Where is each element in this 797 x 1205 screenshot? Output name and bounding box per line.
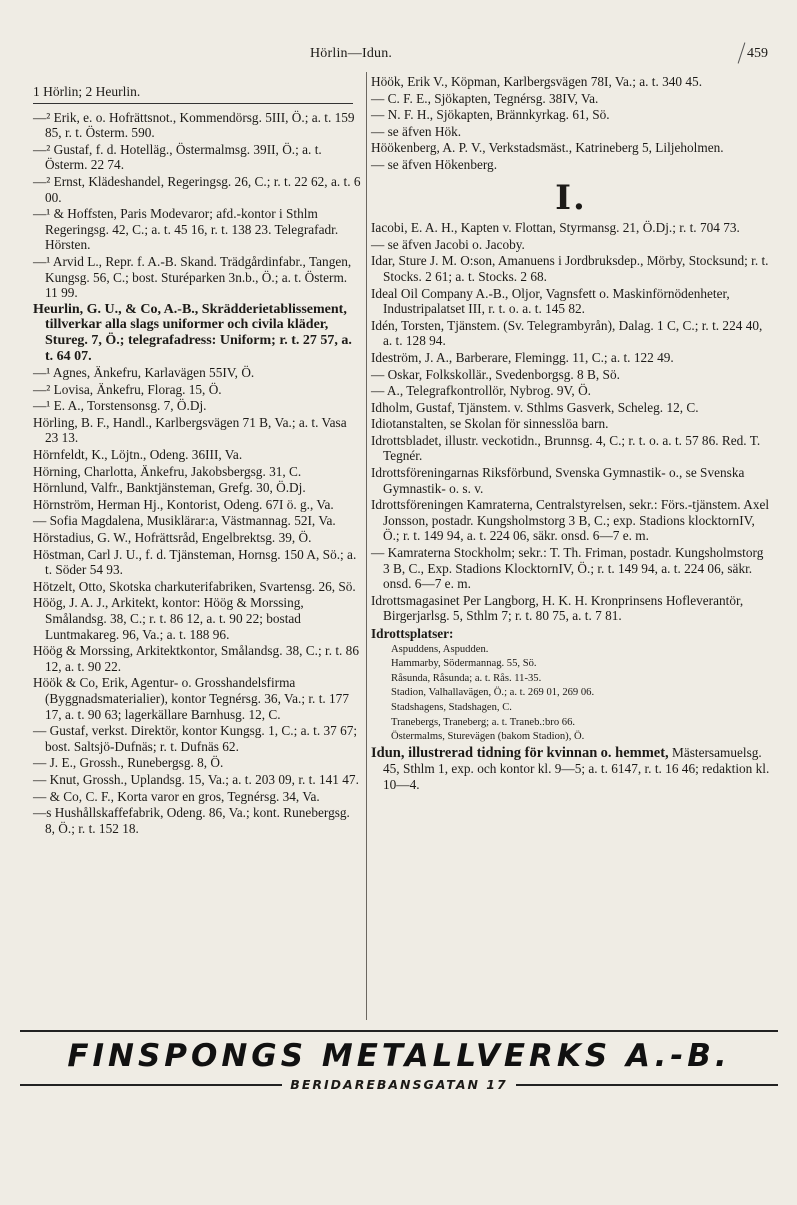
idrottsplats-item: Hammarby, Södermannag. 55, Sö. — [391, 658, 537, 670]
banner-bar-right — [516, 1084, 778, 1086]
banner-address: BERIDAREBANSGATAN 17 — [290, 1077, 508, 1092]
directory-entry: Idrottsmagasinet Per Langborg, H. K. H. Kronprinsens Hofleverantör, Birgerjarlsg. 5, Sthlm 7; r. t. 80 75, a. t. 7 81. — [371, 592, 744, 624]
banner-title: FINSPONGS METALLVERKS A.-B. — [67, 1038, 731, 1074]
directory-entry: — J. E., Grossh., Runebergsg. 8, Ö. — [33, 755, 224, 771]
running-head: Hörlin—Idun. — [310, 46, 393, 61]
directory-entry: Idrottsföreningen Kamraterna, Centralstyrelsen, sekr.: Förs.-tjänstem. Axel Jonsson, postadr. Kungsholmstorg 3 B, C.; exp. Stadions klocktornIV, Ö.; r. t. 149 94, a. t. 224 06, säkr. onsd. 6—7 e. m. — [371, 497, 770, 544]
directory-entry: Hörning, Charlotta, Änkefru, Jakobsbergsg. 31, C. — [33, 463, 302, 479]
directory-entry: Hörnfeldt, K., Löjtn., Odeng. 36III, Va. — [33, 447, 243, 463]
idrottsplats-item: Stadshagens, Stadshagen, C. — [391, 701, 512, 713]
directory-entry: — A., Telegrafkontrollör, Nybrog. 9V, Ö. — [371, 383, 592, 399]
column-divider — [366, 72, 367, 1020]
idun-entry — [371, 745, 771, 793]
directory-entry: — Gustaf, verkst. Direktör, kontor Kungsg. 1, C.; a. t. 37 67; bost. Saltsjö-Dufnäs; r. t. Dufnäs 62. — [33, 723, 358, 754]
directory-entry: Höökenberg, A. P. V., Verkstadsmäst., Katrineberg 5, Liljeholmen. — [371, 140, 724, 156]
right-column — [371, 74, 771, 794]
banner-bar-left — [20, 1084, 282, 1086]
directory-entry: — Sofia Magdalena, Musiklärar:a, Västmannag. 52I, Va. — [33, 513, 336, 529]
idrottsplats-item: Aspuddens, Aspudden. — [391, 643, 489, 655]
directory-entry: — & Co, C. F., Korta varor en gros, Tegnérsg. 34, Va. — [33, 788, 320, 804]
advertisement-banner — [20, 1030, 778, 1100]
directory-entry: Hörstadius, G. W., Hofrättsråd, Engelbrektsg. 39, Ö. — [33, 530, 312, 546]
directory-entry: Idrottsföreningarnas Riksförbund, Svenska Gymnastik- o., se Svenska Gymnastik- o. s. v. — [371, 465, 745, 496]
idrottsplatser-heading: Idrottsplatser: — [371, 626, 454, 641]
directory-entry: —² Ernst, Klädeshandel, Regeringsg. 26, C.; r. t. 22 62, a. t. 6 00. — [33, 173, 361, 205]
banner-subline — [20, 1077, 778, 1092]
directory-entry: Idrottsbladet, illustr. veckotidn., Brunnsg. 4, C.; r. t. o. a. t. 57 86. Red. T. Tegnér. — [371, 432, 761, 464]
directory-entry: Höök, Erik V., Köpman, Karlbergsvägen 78I, Va.; a. t. 340 45. — [371, 74, 703, 89]
section-letter: I. — [555, 177, 587, 218]
left-column — [33, 84, 361, 837]
column-heading: 1 Hörlin; 2 Heurlin. — [33, 84, 353, 104]
page-header — [22, 44, 772, 66]
directory-entry: —s Hushållskaffefabrik, Odeng. 86, Va.; kont. Runebergsg. 8, Ö.; r. t. 152 18. — [33, 805, 350, 836]
directory-entry: Hörnström, Herman Hj., Kontorist, Odeng. 67I ö. g., Va. — [33, 496, 334, 512]
idrottsplatser-list — [371, 643, 771, 744]
directory-entry: Ideström, J. A., Barberare, Flemingg. 11, C.; a. t. 122 49. — [371, 349, 674, 365]
directory-entry: Höstman, Carl J. U., f. d. Tjänsteman, Hornsg. 150 A, Sö.; a. t. Söder 54 93. — [33, 546, 357, 578]
directory-entry: — se äfven Hök. — [371, 123, 462, 139]
directory-entry: Heurlin, G. U., & Co, A.-B., Skrädderietablissement, tillverkar alla slags uniformer och civila kläder, Stureg. 7, Ö.; telegrafadress: Uniform; r. t. 27 57, a. t. 64 07. — [33, 301, 352, 364]
directory-entry: Idholm, Gustaf, Tjänstem. v. Sthlms Gasverk, Scheleg. 12, C. — [371, 399, 699, 415]
directory-entry: —¹ Agnes, Änkefru, Karlavägen 55IV, Ö. — [33, 365, 255, 381]
directory-entry: —² Gustaf, f. d. Hotelläg., Östermalmsg. 39II, Ö.; a. t. Österm. 22 74. — [33, 141, 322, 173]
directory-entry: Höög, J. A. J., Arkitekt, kontor: Höög & Morssing, Smålandsg. 38, C.; r. t. 86 12, a. t. 90 22; bostad Luntmakareg. 96, Va.; a. t. 188 96. — [33, 595, 304, 642]
directory-entry: —¹ E. A., Torstensonsg. 7, Ö.Dj. — [33, 398, 207, 414]
right-entry-list-top — [371, 74, 771, 173]
directory-entry: Höök & Co, Erik, Agentur- o. Grosshandelsfirma (Byggnadsmaterialier), kontor Tegnérsg. 36, Va.; r. t. 177 17, a. t. 90 63; lagerkällare Barnhusg. 12, C. — [33, 675, 349, 722]
banner-rule — [20, 1030, 778, 1032]
directory-entry: — Kamraterna Stockholm; sekr.: T. Th. Friman, postadr. Kungsholmstorg 3 B, C., Exp. Stadions KlocktornIV, Ö.; r. t. 149 94, a. t. 224 06, säkr. onsd. 6—7 e. m. — [371, 545, 764, 592]
idrottsplats-item: Tranebergs, Traneberg; a. t. Traneb.:bro 66. — [391, 716, 576, 728]
directory-entry: — Oskar, Folkskollär., Svedenborgsg. 8 B, Sö. — [371, 366, 620, 382]
directory-entry: Idén, Torsten, Tjänstem. (Sv. Telegrambyrån), Dalag. 1 C, C.; r. t. 224 40, a. t. 128 94. — [371, 317, 763, 349]
directory-entry: — N. F. H., Sjökapten, Brännkyrkag. 61, Sö. — [371, 107, 610, 123]
page-number: 459 — [747, 46, 768, 61]
directory-entry: Idiotanstalten, se Skolan för sinnesslöa barn. — [371, 416, 609, 432]
idrottsplats-item: Östermalms, Sturevägen (bakom Stadion), Ö. — [391, 731, 585, 743]
idun-name: Idun, illustrerad tidning för kvinnan — [371, 744, 598, 761]
directory-entry: —² Erik, e. o. Hofrättsnot., Kommendörsg. 5III, Ö.; a. t. 159 85, r. t. Österm. 590. — [33, 109, 355, 141]
directory-entry: —¹ & Hoffsten, Paris Modevaror; afd.-kontor i Sthlm Regeringsg. 42, C.; a. t. 45 16, r. t. 138 23. Telegrafadr. Hörsten. — [33, 206, 339, 253]
directory-entry: Ideal Oil Company A.-B., Oljor, Vagnsfett o. Maskinförnödenheter, Industripalatset III, r. t. o. a. t. 145 82. — [371, 285, 730, 317]
directory-entry: Idar, Sture J. M. O:son, Amanuens i Jordbruksdep., Mörby, Stocksund; r. t. Stocks. 2 61; a. t. Stocks. 2 68. — [371, 253, 769, 284]
idun-text: Mästersamuelsg. 45, Sthlm 1, exp. och kontor kl. 9—5; a. t. 6147, r. t. 16 46; redaktion kl. 10—4. — [383, 744, 770, 792]
directory-entry: Hötzelt, Otto, Skotska charkuterifabriken, Svartensg. 26, Sö. — [33, 578, 356, 594]
idun-bold-rest: o. hemmet, — [600, 744, 669, 761]
directory-entry: — se äfven Jacobi o. Jacoby. — [371, 236, 525, 252]
directory-entry: Hörnlund, Valfr., Banktjänsteman, Grefg. 30, Ö.Dj. — [33, 480, 306, 496]
directory-entry: Hörling, B. F., Handl., Karlbergsvägen 71 B, Va.; a. t. Vasa 23 13. — [33, 414, 347, 446]
left-entry-list — [33, 110, 361, 837]
directory-entry: Iacobi, E. A. H., Kapten v. Flottan, Styrmansg. 21, Ö.Dj.; r. t. 704 73. — [371, 220, 740, 236]
directory-entry: — Knut, Grossh., Uplandsg. 15, Va.; a. t. 203 09, r. t. 141 47. — [33, 771, 359, 787]
idrottsplats-item: Råsunda, Råsunda; a. t. Rås. 11-35. — [391, 672, 542, 684]
idrottsplats-item: Stadion, Valhallavägen, Ö.; a. t. 269 01, 269 06. — [391, 687, 595, 699]
right-entry-list-i — [371, 220, 771, 624]
directory-entry: Höög & Morssing, Arkitektkontor, Smålandsg. 38, C.; r. t. 86 12, a. t. 90 22. — [33, 643, 359, 674]
directory-entry: — se äfven Hökenberg. — [371, 156, 498, 172]
directory-entry: —¹ Arvid L., Repr. f. A.-B. Skand. Trädgårdinfabr., Tangen, Kungsg. 56, C.; bost. Sturéparken 3n.b., Ö.; a. t. Österm. 11 99. — [33, 253, 352, 301]
directory-entry: —² Lovisa, Änkefru, Florag. 15, Ö. — [33, 381, 222, 397]
directory-entry: — C. F. E., Sjökapten, Tegnérsg. 38IV, Va. — [371, 90, 599, 106]
